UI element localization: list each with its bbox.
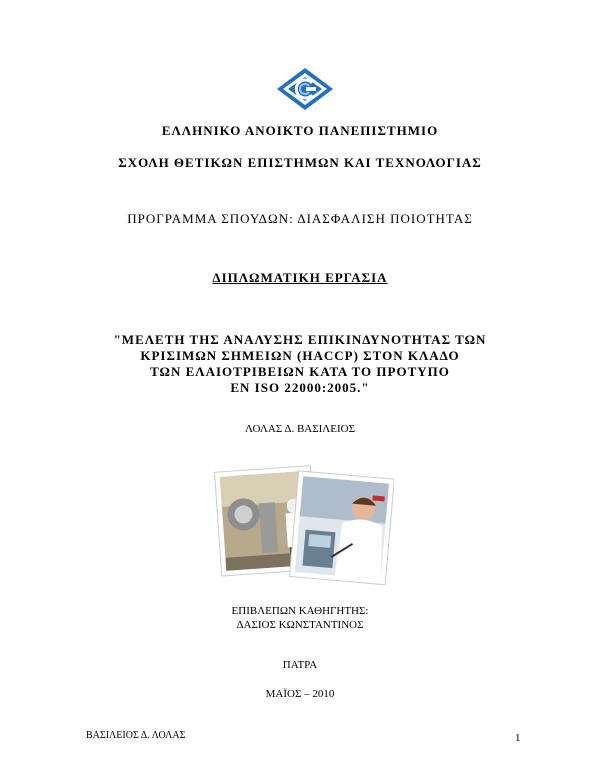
title-line: ΤΩΝ ΕΛΑΙΟΤΡΙΒΕΙΩΝ ΚΑΤΑ ΤΟ ΠΡΟΤΥΠΟ xyxy=(150,364,450,379)
school-name: ΣΧΟΛΗ ΘΕΤΙΚΩΝ ΕΠΙΣΤΗΜΩΝ ΚΑΙ ΤΕΧΝΟΛΟΓΙΑΣ xyxy=(118,155,482,170)
supervisor-name: ΔΑΣΙΟΣ ΚΩΝΣΤΑΝΤΙΝΟΣ xyxy=(236,619,364,631)
title-line: "ΜΕΛΕΤΗ ΤΗΣ ΑΝΑΛΥΣΗΣ ΕΠΙΚΙΝΔΥΝΟΤΗΤΑΣ ΤΩΝ xyxy=(113,332,487,347)
program-name: ΠΡΟΓΡΑΜΜΑ ΣΠΟΥΔΩΝ: ΔΙΑΣΦΑΛΙΣΗ ΠΟΙΟΤΗΤΑΣ xyxy=(127,211,473,226)
city: ΠΑΤΡΑ xyxy=(282,659,318,671)
supervisor-block xyxy=(0,604,600,632)
document-type: ΔΙΠΛΩΜΑΤΙΚΗ ΕΡΓΑΣΙΑ xyxy=(212,270,388,285)
date: ΜΑΪΟΣ – 2010 xyxy=(265,688,335,700)
title-line: EN ISO 22000:2005." xyxy=(230,380,370,395)
title-line: ΚΡΙΣΙΜΩΝ ΣΗΜΕΙΩΝ (HACCP) ΣΤΟΝ ΚΛΑΔΟ xyxy=(140,348,460,363)
university-name: ΕΛΛΗΝΙΚΟ ΑΝΟΙΚΤΟ ΠΑΝΕΠΙΣΤΗΜΙΟ xyxy=(161,123,439,138)
thesis-title xyxy=(0,332,600,396)
university-logo-icon xyxy=(276,67,334,111)
author-name: ΛΟΛΑΣ Δ. ΒΑΣΙΛΕΙΟΣ xyxy=(244,423,356,435)
lab-photos-image xyxy=(214,463,394,585)
footer-author: ΒΑΣΙΛΕΙΟΣ Δ. ΛΟΛΑΣ xyxy=(86,730,186,741)
supervisor-label: ΕΠΙΒΛΕΠΩΝ ΚΑΘΗΓΗΤΗΣ: xyxy=(231,605,369,617)
page-number: 1 xyxy=(515,732,521,744)
